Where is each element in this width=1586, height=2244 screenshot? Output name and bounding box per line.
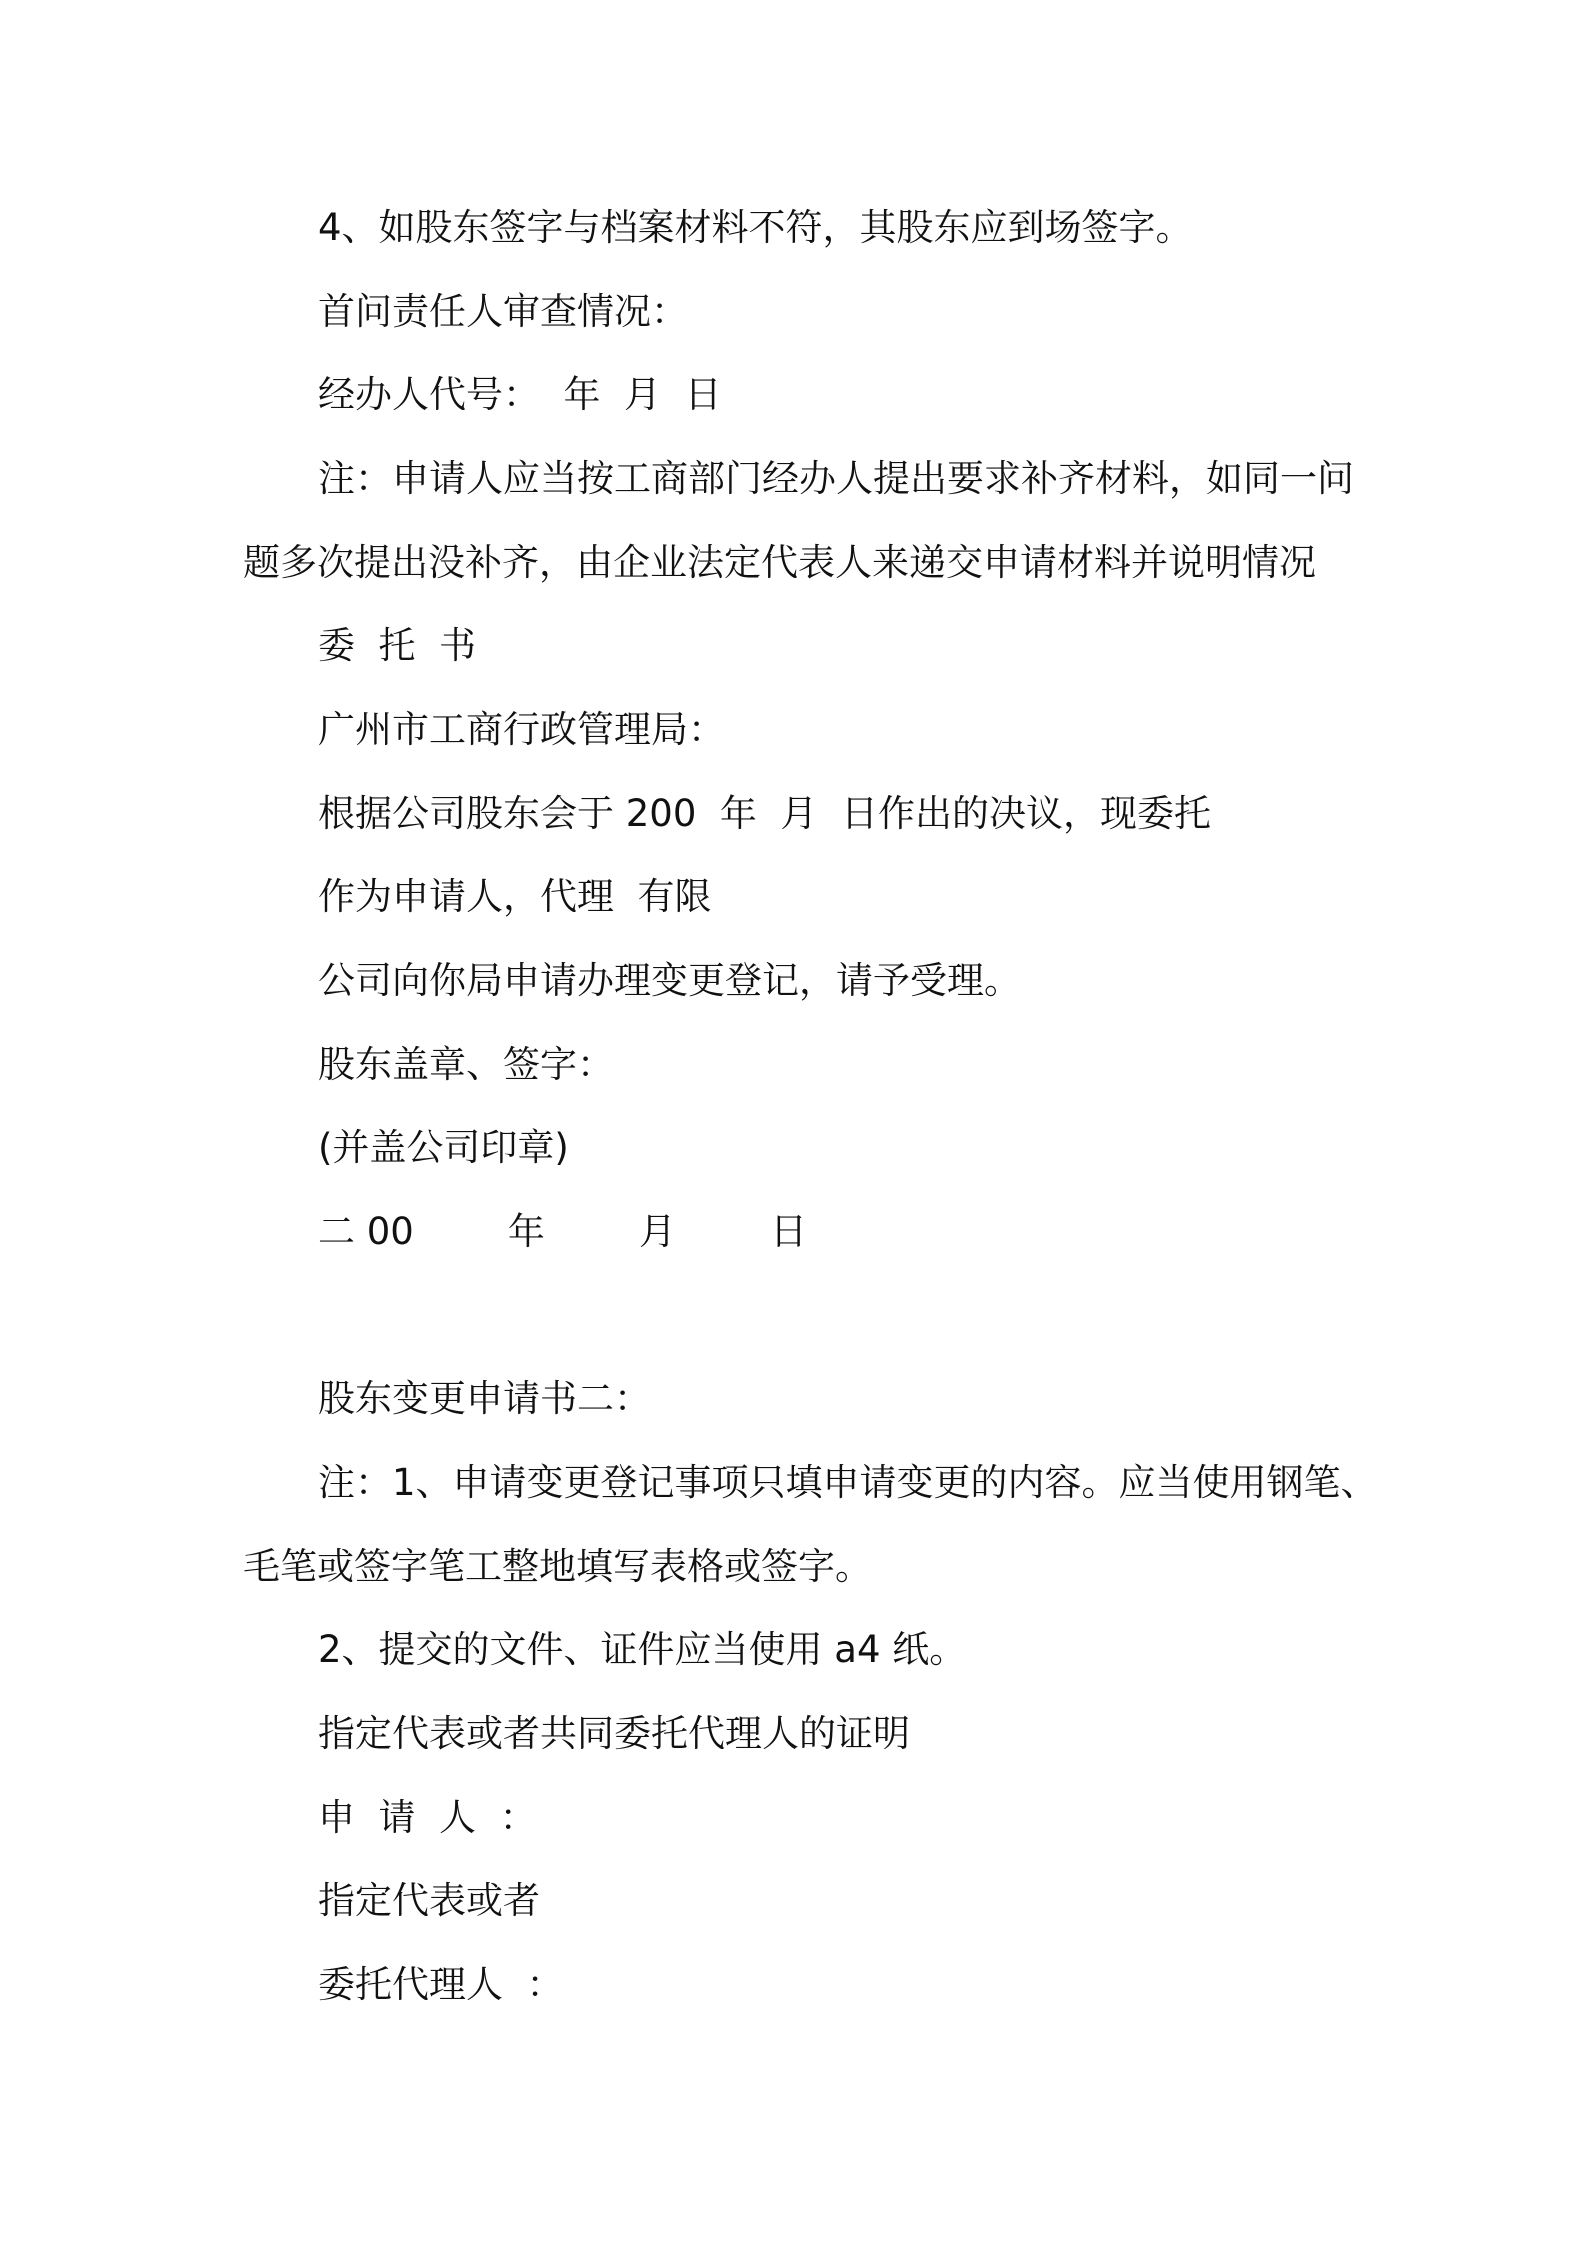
text-line-17: 2、提交的文件、证件应当使用 a4 纸。 [318, 1628, 967, 1671]
text-line-10: 公司向你局申请办理变更登记，请予受理。 [318, 959, 1021, 1002]
text-line-16: 毛笔或签字笔工整地填写表格或签字。 [243, 1545, 872, 1588]
text-line-21: 委托代理人 ： [318, 1963, 564, 2006]
text-line-19: 申 请 人 ： [318, 1796, 537, 1839]
text-line-15: 注：1、申请变更登记事项只填申请变更的内容。应当使用钢笔、 [318, 1461, 1378, 1504]
text-line-4: 注：申请人应当按工商部门经办人提出要求补齐材料，如同一问 [318, 457, 1354, 500]
text-line-18: 指定代表或者共同委托代理人的证明 [318, 1712, 910, 1755]
text-line-20: 指定代表或者 [318, 1879, 540, 1922]
text-line-3: 经办人代号： 年 月 日 [318, 373, 722, 416]
text-line-7: 广州市工商行政管理局： [318, 708, 725, 751]
text-line-2: 首问责任人审查情况： [318, 290, 688, 333]
text-line-9: 作为申请人，代理 有限 [318, 875, 712, 918]
heading-application-two: 股东变更申请书二： [318, 1377, 651, 1420]
text-line-5: 题多次提出没补齐，由企业法定代表人来递交申请材料并说明情况 [243, 541, 1316, 584]
date-line: 二 00 年 月 日 [318, 1210, 808, 1253]
text-line-8: 根据公司股东会于 200 年 月 日作出的决议，现委托 [318, 792, 1211, 835]
text-line-1: 4、如股东签字与档案材料不符，其股东应到场签字。 [318, 206, 1193, 249]
text-line-11: 股东盖章、签字： [318, 1043, 614, 1086]
text-line-12: (并盖公司印章) [318, 1126, 569, 1169]
heading-power-of-attorney: 委 托 书 [318, 624, 477, 667]
